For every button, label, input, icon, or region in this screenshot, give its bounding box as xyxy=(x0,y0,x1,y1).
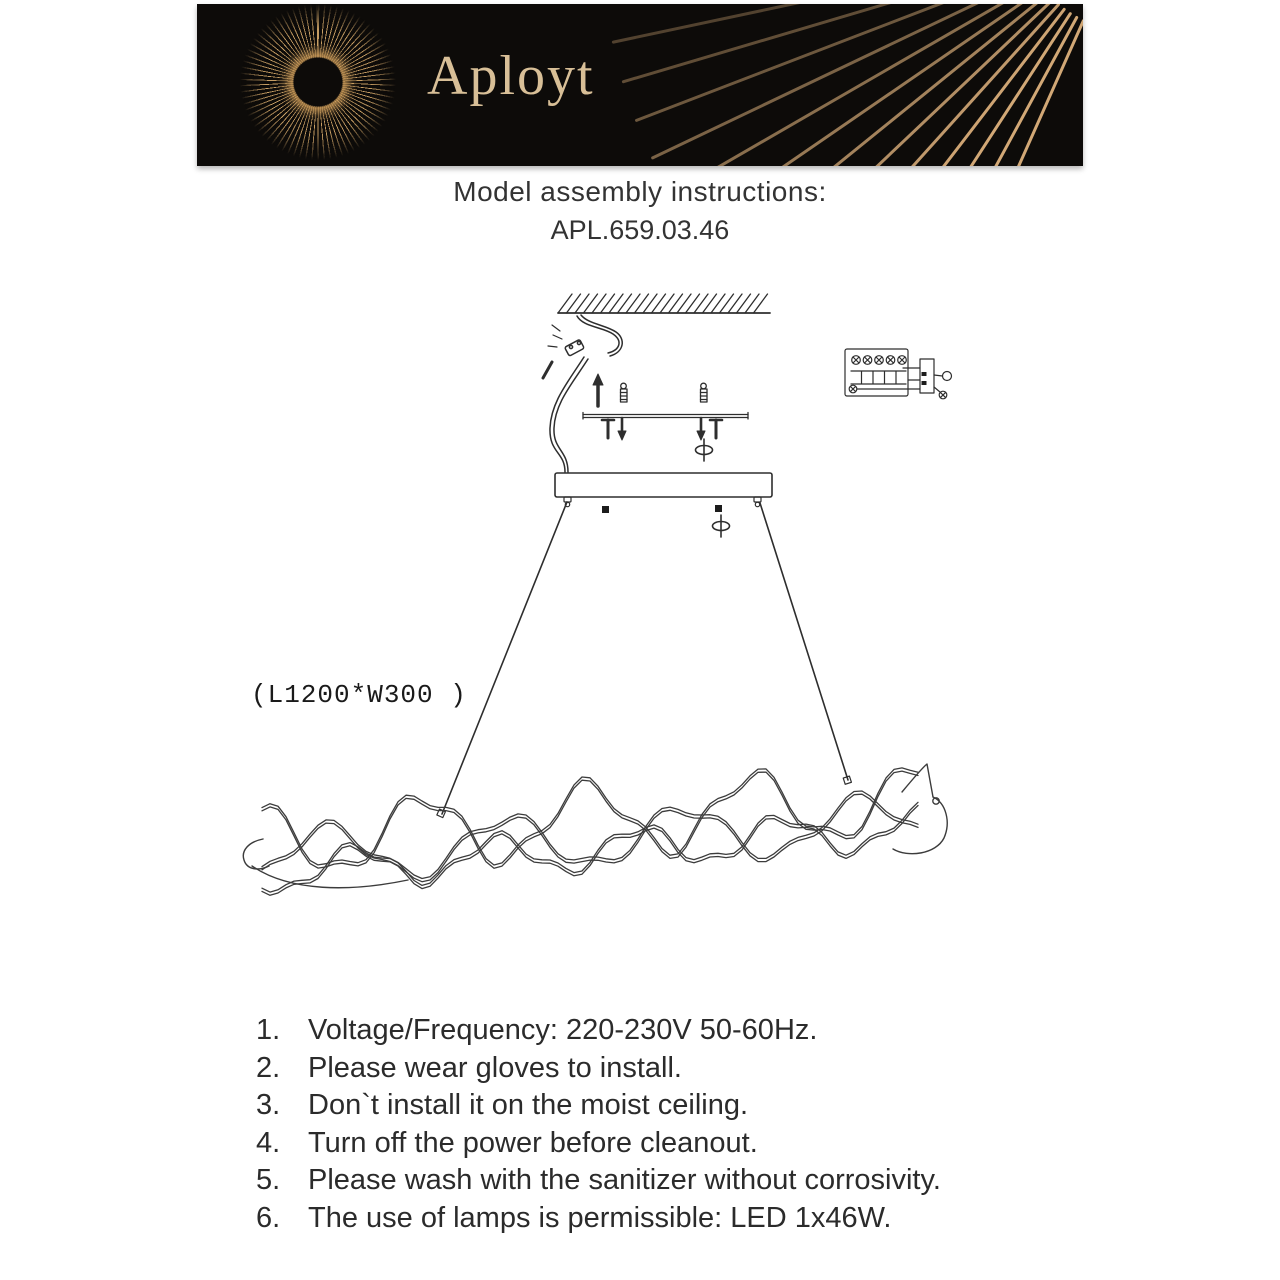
decorative-rays-icon xyxy=(197,4,1083,166)
lamp-wave-strand xyxy=(262,794,918,882)
brand-banner xyxy=(197,4,1083,166)
up-arrow-icon xyxy=(593,374,603,406)
terminal-screws xyxy=(852,356,907,365)
list-item xyxy=(256,1014,941,1052)
cable-connector xyxy=(543,325,584,378)
title-block xyxy=(0,176,1280,246)
item-number: 3. xyxy=(256,1089,281,1121)
item-number: 1. xyxy=(256,1014,281,1046)
suspension-cables xyxy=(437,502,852,818)
brand-name: Aployt xyxy=(427,45,595,107)
item-number: 4. xyxy=(256,1126,281,1159)
item-text: The use of lamps is permissible: LED 1x46W. xyxy=(308,1201,892,1234)
item-text: Please wear gloves to install. xyxy=(308,1051,682,1084)
item-number: 5. xyxy=(256,1164,281,1196)
canopy xyxy=(555,473,772,507)
list-item xyxy=(256,1127,941,1165)
screw-rotate-icon xyxy=(696,439,713,461)
instruction-list xyxy=(256,1014,941,1239)
mounting-bracket xyxy=(583,413,748,420)
page-title: Model assembly instructions: xyxy=(453,176,827,207)
ceiling-hatch xyxy=(558,294,768,313)
model-number: APL.659.03.46 xyxy=(550,215,730,245)
item-text: Turn off the power before cleanout. xyxy=(308,1126,758,1159)
list-item xyxy=(256,1089,941,1127)
item-number: 2. xyxy=(256,1051,281,1084)
dimension-label: (L1200*W300 ) xyxy=(251,680,467,710)
assembly-diagram xyxy=(230,285,970,910)
item-number: 6. xyxy=(256,1201,281,1234)
item-text: Don`t install it on the moist ceiling. xyxy=(308,1089,749,1121)
canopy-screw-markers xyxy=(602,505,730,537)
lamp-wave-strand xyxy=(262,771,918,868)
anchor-screw-icon xyxy=(621,383,708,402)
item-text: Voltage/Frequency: 220-230V 50-60Hz. xyxy=(308,1014,818,1046)
wiring-diagram xyxy=(845,349,952,399)
list-item xyxy=(256,1164,941,1202)
list-item xyxy=(256,1202,941,1240)
item-text: Please wash with the sanitizer without corrosivity. xyxy=(308,1164,941,1196)
bracket-screws xyxy=(602,418,722,440)
list-item xyxy=(256,1052,941,1090)
